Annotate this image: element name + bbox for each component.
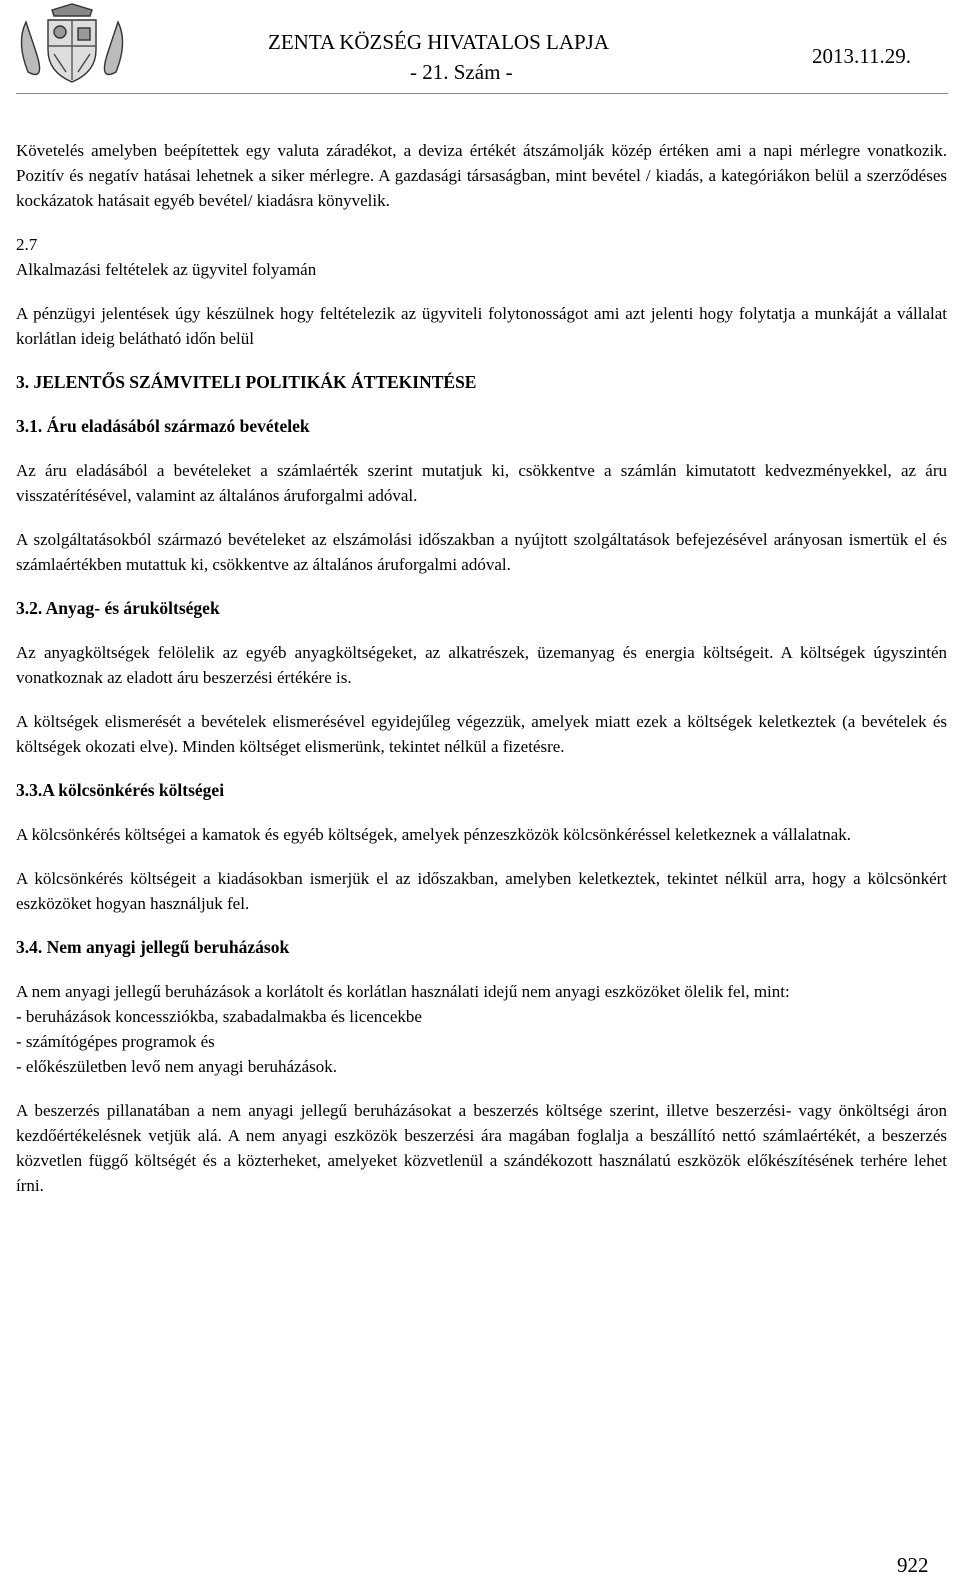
list-item: - előkészületben levő nem anyagi beruházások. bbox=[16, 1057, 337, 1076]
journal-title: ZENTA KÖZSÉG HIVATALOS LAPJA bbox=[268, 30, 610, 54]
intro-paragraph: Követelés amelyben beépítettek egy valuta záradékot, a deviza értékét átszámolják közép értéken ami a napi mérlegre vonatkozik. Pozitív és negatív hatásai lehetnek a siker mérlegre. A gazdasági társaságban, mint bevétel / kiadás, a kategóriákon belül a szerződéses kockázatok hatásait egyéb bevétel/ kiadásra könyvelik. bbox=[16, 141, 947, 210]
section-3-1-paragraph-2: A szolgáltatásokból származó bevételeket az elszámolási időszakban a nyújtott szolgáltatások befejezésével arányosan ismertük el és számlaértékben mutattuk ki, csökkentve az általános áruforgalmi adóval. bbox=[16, 530, 947, 574]
list-item: - beruházások koncessziókba, szabadalmakba és licencekbe bbox=[16, 1007, 422, 1026]
heading-3: 3. JELENTŐS SZÁMVITELI POLITIKÁK ÁTTEKINTÉSE bbox=[16, 372, 477, 392]
section-2-7-paragraph: A pénzügyi jelentések úgy készülnek hogy feltételezik az ügyviteli folytonosságot ami azt jelenti hogy folytatja a munkáját a vállalat korlátlan ideig belátható időn belül bbox=[16, 304, 947, 348]
coat-of-arms-icon bbox=[6, 2, 138, 86]
heading-3-2: 3.2. Anyag- és áruköltségek bbox=[16, 598, 220, 618]
section-3-4-paragraph-1: A nem anyagi jellegű beruházások a korlátolt és korlátlan használati idejű nem anyagi eszközöket ölelik fel, mint: bbox=[16, 982, 790, 1001]
section-2-7-number: 2.7 bbox=[16, 235, 38, 254]
heading-3-4: 3.4. Nem anyagi jellegű beruházások bbox=[16, 937, 290, 957]
section-3-4-paragraph-2: A beszerzés pillanatában a nem anyagi jellegű beruházásokat a beszerzés költsége szerint, illetve beszerzési- vagy önköltségi áron kezdőértékelésnek vetjük alá. A nem anyagi eszközök beszerzési ára magában foglalja a beszállító nettó számlaértékét, a beszerzés közvetlen függő költségét és a közterheket, amelyeket közvetlenül a szándékozott használatú eszközök előkészítésének terhére lehet írni. bbox=[16, 1101, 947, 1195]
section-3-3-paragraph-2: A kölcsönkérés költségeit a kiadásokban ismerjük el az időszakban, amelyben keletkeztek, tekintet nélkül arra, hogy a kölcsönkért eszközöket hogyan használjuk fel. bbox=[16, 869, 947, 913]
heading-3-3: 3.3.A kölcsönkérés költségei bbox=[16, 780, 225, 800]
list-item: - számítógépes programok és bbox=[16, 1032, 215, 1051]
issue-number: - 21. Szám - bbox=[410, 60, 513, 84]
header-divider bbox=[16, 93, 948, 94]
document-body bbox=[16, 138, 947, 1217]
section-3-4-list bbox=[16, 1004, 947, 1079]
heading-3-1: 3.1. Áru eladásából származó bevételek bbox=[16, 416, 310, 436]
section-3-2-paragraph-2: A költségek elismerését a bevételek elismerésével egyidejűleg végezzük, amelyek miatt ezek a költségek keletkeztek (a bevételek és költségek okozati elve). Minden költséget elismerünk, tekintet nélkül a fizetésre. bbox=[16, 712, 947, 756]
page-number: 922 bbox=[897, 1553, 929, 1577]
section-3-2-paragraph-1: Az anyagköltségek felölelik az egyéb anyagköltségeket, az alkatrészek, üzemanyag és energia költségeit. A költségek úgyszintén vonatkoznak az eladott áru beszerzési értékére is. bbox=[16, 643, 947, 687]
section-3-1-paragraph-1: Az áru eladásából a bevételeket a számlaérték szerint mutatjuk ki, csökkentve a számlán kimutatott kedvezményekkel, az áru visszatérítésével, valamint az általános áruforgalmi adóval. bbox=[16, 461, 947, 505]
section-2-7-title: Alkalmazási feltételek az ügyvitel folyamán bbox=[16, 260, 317, 279]
issue-date: 2013.11.29. bbox=[812, 44, 911, 68]
section-3-3-paragraph-1: A kölcsönkérés költségei a kamatok és egyéb költségek, amelyek pénzeszközök kölcsönkéréssel keletkeznek a vállalatnak. bbox=[16, 825, 852, 844]
